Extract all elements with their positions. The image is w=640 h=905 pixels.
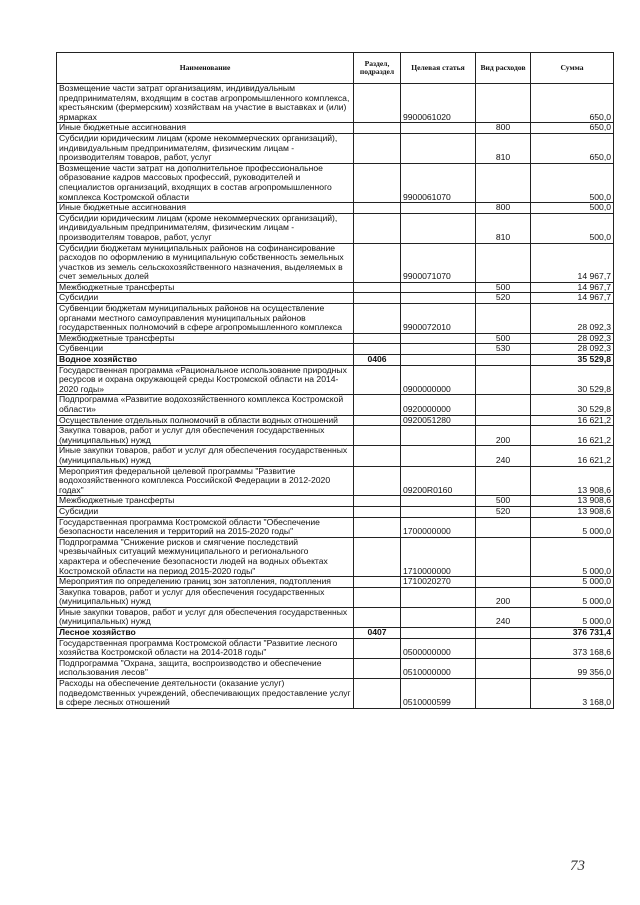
row-kind-cell: 530 [476,344,531,355]
row-section-cell [354,123,401,134]
table-row [57,658,614,678]
row-target-cell: 0900000000 [401,365,476,395]
row-amount-cell: 500,0 [531,163,614,202]
page-number: 73 [570,858,585,874]
row-target-cell: 0500000000 [401,638,476,658]
row-section-cell [354,679,401,709]
row-name-cell: Мероприятия федеральной целевой программы "Развитие водохозяйственного комплекса Российской Федерации в 2012-2020 годах" [57,466,354,496]
row-amount-cell: 14 967,7 [531,293,614,304]
row-kind-cell [476,163,531,202]
table-row [57,517,614,537]
row-target-cell [401,282,476,293]
table-row [57,415,614,426]
row-name-cell: Субсидии [57,293,354,304]
row-kind-cell: 500 [476,496,531,507]
row-kind-cell: 800 [476,123,531,134]
row-section-cell [354,243,401,282]
row-kind-cell [476,638,531,658]
row-section-cell [354,344,401,355]
row-amount-cell: 28 092,3 [531,333,614,344]
table-row [57,466,614,496]
row-section-cell [354,304,401,334]
row-target-cell: 0510000000 [401,658,476,678]
row-section-cell [354,587,401,607]
row-target-cell: 9900071070 [401,243,476,282]
row-kind-cell: 500 [476,333,531,344]
table-row [57,587,614,607]
row-target-cell [401,213,476,243]
row-amount-cell: 99 356,0 [531,658,614,678]
row-amount-cell: 650,0 [531,84,614,123]
row-kind-cell [476,466,531,496]
row-section-cell [354,133,401,163]
row-kind-cell: 520 [476,506,531,517]
row-target-cell: 1700000000 [401,517,476,537]
row-amount-cell: 500,0 [531,203,614,214]
row-amount-cell: 16 621,2 [531,426,614,446]
row-kind-cell [476,415,531,426]
table-row [57,344,614,355]
row-name-cell: Расходы на обеспечение деятельности (оказание услуг) подведомственных учреждений, обеспечивающих предоставление услуг в сфере лесных отношений [57,679,354,709]
row-name-cell: Возмещение части затрат на дополнительное профессиональное образование кадров массовых профессий, руководителей и специалистов организаций, входящих в состав агропромышленного комплекса Костромской области [57,163,354,202]
row-amount-cell: 14 967,7 [531,243,614,282]
row-section-cell [354,415,401,426]
row-amount-cell: 13 908,6 [531,466,614,496]
table-row [57,395,614,415]
table-row [57,163,614,202]
table-row [57,293,614,304]
row-amount-cell: 35 529,8 [531,355,614,366]
row-section-cell [354,466,401,496]
row-target-cell: 0920000000 [401,395,476,415]
row-name-cell: Межбюджетные трансферты [57,496,354,507]
row-amount-cell: 5 000,0 [531,517,614,537]
row-section-cell [354,293,401,304]
row-kind-cell [476,537,531,576]
row-kind-cell [476,577,531,588]
row-section-cell [354,658,401,678]
table-header-row [57,53,614,84]
row-name-cell: Закупка товаров, работ и услуг для обеспечения государственных (муниципальных) нужд [57,587,354,607]
table-row [57,496,614,507]
row-amount-cell: 28 092,3 [531,304,614,334]
table-row [57,537,614,576]
row-amount-cell: 28 092,3 [531,344,614,355]
row-name-cell: Государственная программа Костромской области "Обеспечение безопасности населения и территорий на 2015-2020 годы" [57,517,354,537]
row-section-cell [354,333,401,344]
row-name-cell: Субсидии юридическим лицам (кроме некоммерческих организаций), индивидуальным предпринимателям, физическим лицам - производителям товаров, работ, услуг [57,133,354,163]
row-section-cell [354,282,401,293]
row-amount-cell: 30 529,8 [531,365,614,395]
table-row [57,446,614,466]
row-kind-cell [476,679,531,709]
table-row [57,577,614,588]
table-body [57,84,614,709]
row-kind-cell: 810 [476,133,531,163]
row-name-cell: Иные закупки товаров, работ и услуг для обеспечения государственных (муниципальных) нужд [57,446,354,466]
table-row [57,426,614,446]
row-amount-cell: 500,0 [531,213,614,243]
row-name-cell: Государственная программа Костромской области "Развитие лесного хозяйства Костромской области на 2014-2018 годы" [57,638,354,658]
row-name-cell: Лесное хозяйство [57,628,354,639]
table-row [57,304,614,334]
row-name-cell: Подпрограмма "Снижение рисков и смягчение последствий чрезвычайных ситуаций межмуниципального и регионального характера и обеспечение безопасности людей на водных объектах Костромской области на период 2015-2020 годы" [57,537,354,576]
row-kind-cell [476,365,531,395]
row-target-cell [401,496,476,507]
row-target-cell [401,607,476,627]
table-row [57,213,614,243]
row-target-cell [401,506,476,517]
row-kind-cell [476,243,531,282]
row-name-cell: Иные закупки товаров, работ и услуг для обеспечения государственных (муниципальных) нужд [57,607,354,627]
row-amount-cell: 376 731,4 [531,628,614,639]
budget-table [56,52,614,709]
row-amount-cell: 16 621,2 [531,446,614,466]
row-kind-cell: 200 [476,426,531,446]
row-amount-cell: 13 908,6 [531,496,614,507]
row-name-cell: Государственная программа «Рациональное использование природных ресурсов и охрана окружающей среды Костромской области на 2014-2020 годы» [57,365,354,395]
row-kind-cell: 520 [476,293,531,304]
row-kind-cell: 200 [476,587,531,607]
table-row [57,365,614,395]
table-row [57,133,614,163]
row-name-cell: Субсидии [57,506,354,517]
row-kind-cell: 800 [476,203,531,214]
row-kind-cell [476,304,531,334]
row-name-cell: Водное хозяйство [57,355,354,366]
row-name-cell: Подпрограмма "Охрана, защита, воспроизводство и обеспечение использования лесов" [57,658,354,678]
row-name-cell: Подпрограмма «Развитие водохозяйственного комплекса Костромской области» [57,395,354,415]
row-target-cell [401,293,476,304]
row-amount-cell: 650,0 [531,123,614,134]
row-name-cell: Субсидии бюджетам муниципальных районов на софинансирование расходов по оформлению в муниципальную собственность земельных участков из земель сельскохозяйственного назначения, выделяемых в счет земельных долей [57,243,354,282]
table-row [57,679,614,709]
row-amount-cell: 5 000,0 [531,607,614,627]
row-target-cell: 1710020270 [401,577,476,588]
row-amount-cell: 30 529,8 [531,395,614,415]
row-section-cell [354,577,401,588]
row-kind-cell [476,628,531,639]
row-name-cell: Иные бюджетные ассигнования [57,203,354,214]
row-amount-cell: 5 000,0 [531,587,614,607]
row-section-cell [354,638,401,658]
table-row [57,84,614,123]
row-target-cell [401,344,476,355]
row-section-cell [354,365,401,395]
row-name-cell: Осуществление отдельных полномочий в области водных отношений [57,415,354,426]
table-row [57,607,614,627]
row-target-cell: 9900061020 [401,84,476,123]
row-kind-cell [476,355,531,366]
row-section-cell [354,203,401,214]
row-target-cell [401,355,476,366]
row-name-cell: Мероприятия по определению границ зон затопления, подтопления [57,577,354,588]
row-name-cell: Иные бюджетные ассигнования [57,123,354,134]
row-target-cell: 9900061070 [401,163,476,202]
row-amount-cell: 16 621,2 [531,415,614,426]
row-name-cell: Субсидии юридическим лицам (кроме некоммерческих организаций), индивидуальным предпринимателям, физическим лицам - производителям товаров, работ, услуг [57,213,354,243]
row-section-cell [354,496,401,507]
table-row [57,282,614,293]
row-target-cell [401,426,476,446]
row-kind-cell [476,84,531,123]
row-target-cell [401,446,476,466]
row-amount-cell: 5 000,0 [531,537,614,576]
row-target-cell: 0510000599 [401,679,476,709]
row-kind-cell: 810 [476,213,531,243]
row-kind-cell [476,517,531,537]
row-amount-cell: 650,0 [531,133,614,163]
row-kind-cell [476,395,531,415]
table-row [57,355,614,366]
row-name-cell: Субвенции [57,344,354,355]
row-target-cell [401,203,476,214]
header-kind: Вид расходов [476,53,531,84]
table-row [57,506,614,517]
row-target-cell: 9900072010 [401,304,476,334]
row-target-cell [401,333,476,344]
row-target-cell: 09200R0160 [401,466,476,496]
row-amount-cell: 5 000,0 [531,577,614,588]
row-section-cell [354,163,401,202]
table-row [57,333,614,344]
row-name-cell: Возмещение части затрат организациям, индивидуальным предпринимателям, входящим в состав агропромышленного комплекса, крестьянским (фермерским) хозяйствам на участие в выставках и (или) ярмарках [57,84,354,123]
table-row [57,123,614,134]
row-amount-cell: 373 168,6 [531,638,614,658]
row-target-cell [401,628,476,639]
header-amount: Сумма [531,53,614,84]
row-section-cell [354,517,401,537]
row-section-cell: 0407 [354,628,401,639]
table-row [57,628,614,639]
row-amount-cell: 13 908,6 [531,506,614,517]
row-name-cell: Межбюджетные трансферты [57,333,354,344]
row-section-cell: 0406 [354,355,401,366]
row-section-cell [354,446,401,466]
row-target-cell [401,123,476,134]
row-section-cell [354,607,401,627]
header-target: Целевая статья [401,53,476,84]
row-section-cell [354,395,401,415]
row-section-cell [354,426,401,446]
row-name-cell: Межбюджетные трансферты [57,282,354,293]
row-name-cell: Закупка товаров, работ и услуг для обеспечения государственных (муниципальных) нужд [57,426,354,446]
row-amount-cell: 3 168,0 [531,679,614,709]
row-section-cell [354,537,401,576]
row-kind-cell: 500 [476,282,531,293]
row-kind-cell: 240 [476,446,531,466]
row-kind-cell: 240 [476,607,531,627]
row-target-cell [401,133,476,163]
table-row [57,243,614,282]
row-section-cell [354,84,401,123]
row-section-cell [354,506,401,517]
header-section: Раздел, подраздел [354,53,401,84]
row-amount-cell: 14 967,7 [531,282,614,293]
table-row [57,203,614,214]
row-target-cell: 1710000000 [401,537,476,576]
table-row [57,638,614,658]
header-name: Наименование [57,53,354,84]
row-kind-cell [476,658,531,678]
row-section-cell [354,213,401,243]
row-name-cell: Субвенции бюджетам муниципальных районов на осуществление органами местного самоуправления муниципальных районов государственных полномочий в сфере агропромышленного комплекса [57,304,354,334]
row-target-cell: 0920051280 [401,415,476,426]
row-target-cell [401,587,476,607]
